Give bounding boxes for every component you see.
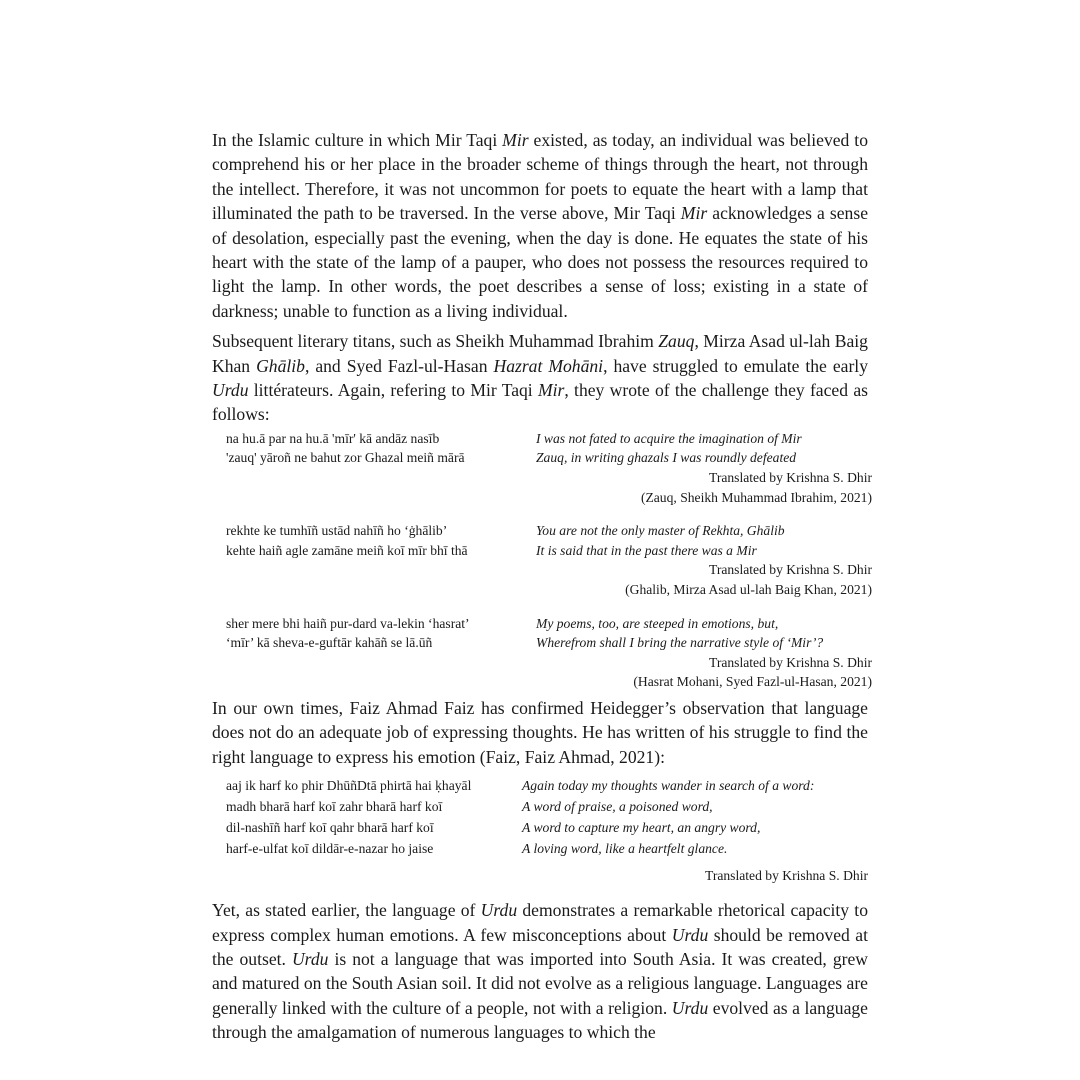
italic-term: Urdu: [212, 380, 249, 401]
italic-term: Urdu: [671, 924, 709, 945]
italic-term: Hazrat Mohāni: [493, 355, 604, 376]
poem-translation-line: A word of praise, a poisoned word,: [522, 799, 713, 815]
italic-term: Mir: [680, 203, 708, 224]
quote-hasrat: [226, 614, 872, 692]
paragraph-4: Yet, as stated earlier, the language of Urdu demonstrates a remarkable rhetorical capacity to express complex human emotions. A few misconceptions about Urdu should be removed at the outset. Urdu is not a language that was imported into South Asia. It was created, grew and matured on the South Asian soil. It did not evolve as a religious language. Languages are generally linked with the culture of a people, not with a religion. Urdu evolved as a language through the amalgamation of numerous languages to which the: [212, 900, 869, 1043]
italic-term: Ghālib: [256, 355, 305, 376]
translator-credit: Translated by Krishna S. Dhir: [709, 562, 872, 578]
quote-line: na hu.ā par na hu.ā 'mīr' kā andāz nasīb: [226, 430, 440, 446]
translator-credit: Translated by Krishna S. Dhir: [705, 868, 868, 884]
faiz-poem: [226, 775, 868, 886]
translation-line: Zauq, in writing ghazals I was roundly defeated: [536, 450, 797, 466]
poem-translation-line: Again today my thoughts wander in search of a word:: [522, 778, 815, 794]
italic-term: Urdu: [671, 997, 709, 1018]
quote-ghalib: [226, 521, 872, 599]
poem-line: harf-e-ulfat koī dildār-e-nazar ho jaise: [226, 841, 434, 857]
citation: (Hasrat Mohani, Syed Fazl-ul-Hasan, 2021): [633, 674, 872, 690]
poem-line: madh bharā harf koī zahr bharā harf koī: [226, 799, 443, 815]
citation: (Zauq, Sheikh Muhammad Ibrahim, 2021): [640, 489, 872, 505]
italic-term: Mir: [537, 380, 565, 401]
quote-line: 'zauq' yāroñ ne bahut zor Ghazal meiñ mārā: [226, 450, 465, 466]
paragraph-1: In the Islamic culture in which Mir Taqi Mir existed, as today, an individual was believed to comprehend his or her place in the broader scheme of things through the heart, not through the intellect. Therefore, it was not uncommon for poets to equate the heart with a lamp that illuminated the path to be traversed. In the verse above, Mir Taqi Mir acknowledges a sense of desolation, especially past the evening, when the day is done. He equates the state of his heart with the state of the lamp of a pauper, who does not possess the resources required to light the lamp. In other words, the poet describes a sense of loss; existing in a state of darkness; unable to function as a living individual.: [212, 130, 869, 321]
translation-line: Wherefrom shall I bring the narrative style of ‘Mir’?: [536, 635, 824, 651]
italic-term: Mir: [502, 130, 529, 150]
translation-line: My poems, too, are steeped in emotions, but,: [536, 615, 779, 631]
poem-translation-line: A word to capture my heart, an angry word,: [522, 820, 761, 836]
paragraph-2: Subsequent literary titans, such as Sheikh Muhammad Ibrahim Zauq, Mirza Asad ul-lah Baig Khan Ghālib, and Syed Fazl-ul-Hasan Hazrat Mohāni, have struggled to emulate the early Urdu littérateurs. Again, refering to Mir Taqi Mir, they wrote of the challenge they faced as follows:: [212, 331, 868, 425]
quote-line: kehte haiñ agle zamāne meiñ koī mīr bhī thā: [226, 542, 468, 558]
quote-line: rekhte ke tumhīñ ustād nahīñ ho ‘ġhālib’: [226, 523, 448, 539]
quote-line: ‘mīr’ kā sheva-e-guftār kahāñ se lā.ūñ: [226, 635, 433, 651]
translation-line: I was not fated to acquire the imagination of Mir: [536, 430, 802, 446]
translation-line: It is said that in the past there was a Mir: [536, 542, 757, 558]
translator-credit: Translated by Krishna S. Dhir: [709, 470, 872, 486]
poem-line: aaj ik harf ko phir DhūñDtā phirtā hai ḳhayāl: [226, 778, 472, 794]
italic-term: Urdu: [291, 949, 329, 970]
translation-line: You are not the only master of Rekhta, Ghālib: [536, 523, 785, 539]
italic-term: Zauq: [658, 331, 695, 352]
italic-term: Urdu: [480, 900, 518, 921]
poem-line: dil-nashīñ harf koī qahr bharā harf koī: [226, 820, 434, 836]
paragraph-3: In our own times, Faiz Ahmad Faiz has confirmed Heidegger’s observation that language does not do an adequate job of expressing thoughts. He has written of his struggle to find the right language to express his emotion (Faiz, Faiz Ahmad, 2021):: [212, 698, 868, 767]
poem-translation-line: A loving word, like a heartfelt glance.: [522, 841, 728, 857]
translator-credit: Translated by Krishna S. Dhir: [709, 654, 872, 670]
document-page: [212, 128, 872, 1045]
quote-line: sher mere bhi haiñ pur-dard va-lekin ‘hasrat’: [226, 615, 470, 631]
quote-zauq: [226, 429, 872, 507]
citation: (Ghalib, Mirza Asad ul-lah Baig Khan, 2021): [625, 582, 872, 598]
